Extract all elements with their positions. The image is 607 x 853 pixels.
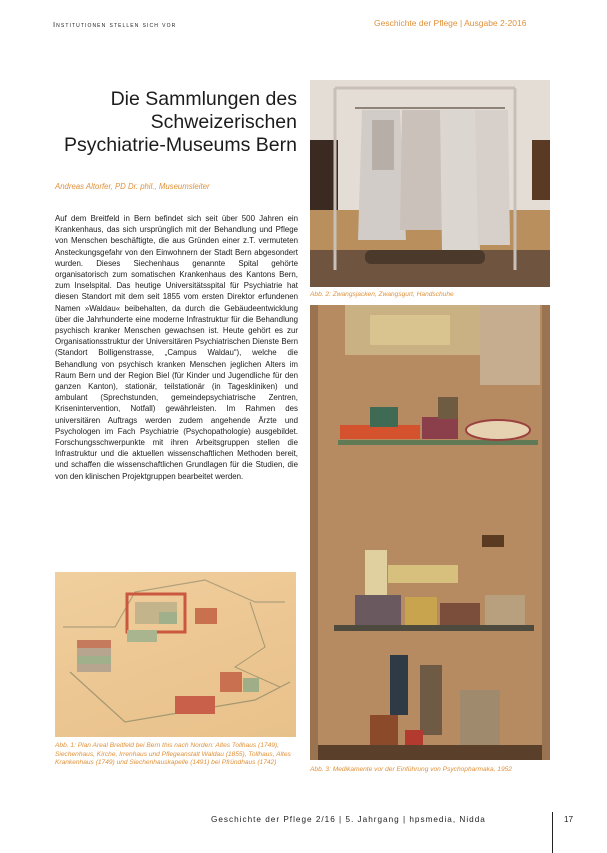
figure-caption-3: Abb. 3: Medikamente vor der Einführung von Psychopharmaka, 1952 [310, 766, 512, 773]
figure-caption-2: Abb. 2: Zwangsjacken, Zwangsgurt, Handschuhe [310, 291, 454, 298]
figure-straitjackets [310, 80, 550, 287]
article-body: Auf dem Breitfeld in Bern befindet sich seit über 500 Jahren ein Krankenhaus, das sich ursprünglich mit der Behandlung und Pflege von Menschen beschäftigte, die aus Gründen einer z.T. vermuteten Ansteckungsgefahr von den Einwohnern der Stadt Bern abgesondert wurden. Dieses Siechenhaus genannte Spital gehörte organisatorisch zum somatischen Krankenhaus des Kantons Bern, zum Inselspital. Das heutige Universitätsspital für Psychiatrie hat diesen Standort mit dem seit 1855 vom ersten Direktor erfundenen Namen »Waldau« beibehalten, da durch die Gebäudeentwicklung über die Jahrhunderte eine moderne Infrastruktur für die Behandlung psychisch kranker Menschen gewachsen ist. Heute gehört es zur Organisationsstruktur der Universitären Psychiatrischen Dienste Bern (Standort Bolligenstrasse, „Campus Waldau“), welche die Behandlung von psychisch kranken Menschen jeglichen Alters im Raum Bern und der Region Biel (für Kinder und Jugendliche für den ganzen Kanton), stationär, teilstationär (in Tageskliniken) und ambulant (Sprechstunden, gemeindepsychiatrische Zentren, Krisenintervention, Notfall) gewährleisten. Im Rahmen des universitären Auftrags werden zudem angehende Ärzte und Psychologen im Fach Psychiatrie (Psychopathologie) ausgebildet. Forschungsschwerpunkte mit ihren Arbeitsgruppen stellen die Infrastruktur und die aktuellen wissenschaftlichen Methoden bereit, und schaffen die wissenschaftlichen Grundlagen für die Studien, die von den klinischen Projektgruppen bearbeitet werden. [55, 214, 298, 481]
running-head-journal: Geschichte der Pflege | Ausgabe 2-2016 [374, 18, 527, 28]
straitjackets-image [310, 80, 550, 287]
figure-caption-1: Abb. 1: Plan Areal Breitfeld bei Bern this nach Norden: Altes Tollhaus (1749), Siechenhaus, Kirche, Irrenhaus und Pflegeanstalt Waldau (1855), Tollhaus, Altes Krankenhaus (1749) und Siechenhauskapelle (1491) bei Pfründhaus (1742) [55, 742, 291, 767]
article-title [60, 88, 297, 157]
title-line: Psychiatrie-Museums Bern [64, 134, 297, 156]
figure-map [55, 572, 296, 737]
medicine-cabinet-image [310, 305, 550, 760]
footer-divider [552, 812, 553, 853]
footer-journal: Geschichte der Pflege 2/16 | 5. Jahrgang | hpsmedia, Nidda [211, 815, 486, 824]
figure-medicine-cabinet [310, 305, 550, 760]
title-line: Schweizerischen [150, 111, 297, 133]
running-head-section: Institutionen stellen sich vor [53, 20, 177, 29]
author-line: Andreas Altorfer, PD Dr. phil., Museumsleiter [55, 182, 210, 191]
title-line: Die Sammlungen des [110, 88, 297, 110]
page-number: 17 [564, 815, 574, 824]
map-image [55, 572, 296, 737]
